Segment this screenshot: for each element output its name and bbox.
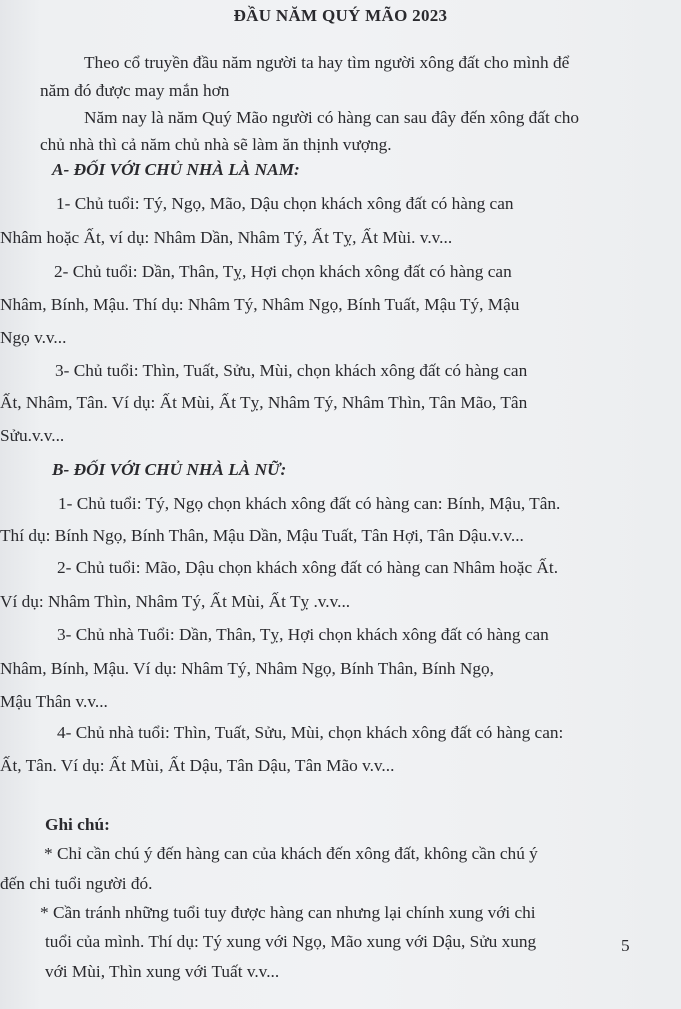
section-b-item: 2- Chủ tuổi: Mão, Dậu chọn khách xông đất có hàng can Nhâm hoặc Ất.: [57, 558, 559, 577]
section-a-item: Nhâm hoặc Ất, ví dụ: Nhâm Dần, Nhâm Tý, Ất Tỵ, Ất Mùi. v.v...: [0, 228, 453, 247]
section-b-item: 4- Chủ nhà tuổi: Thìn, Tuất, Sửu, Mùi, chọn khách xông đất có hàng can:: [57, 723, 564, 742]
note-item: đến chi tuổi người đó.: [0, 874, 153, 893]
notes-heading: Ghi chú:: [45, 815, 110, 834]
section-b-item: Ví dụ: Nhâm Thìn, Nhâm Tý, Ất Mùi, Ất Tỵ .v.v...: [0, 592, 351, 611]
section-b-item: Mậu Thân v.v...: [0, 692, 108, 711]
section-a-item: Sửu.v.v...: [0, 426, 65, 445]
section-a-item: Nhâm, Bính, Mậu. Thí dụ: Nhâm Tý, Nhâm Ngọ, Bính Tuất, Mậu Tý, Mậu: [0, 295, 520, 314]
section-b-item: Ất, Tân. Ví dụ: Ất Mùi, Ất Dậu, Tân Dậu, Tân Mão v.v...: [0, 756, 395, 775]
section-b-item: 3- Chủ nhà Tuổi: Dần, Thân, Tỵ, Hợi chọn khách xông đất có hàng can: [57, 625, 549, 644]
intro-line: chủ nhà thì cả năm chủ nhà sẽ làm ăn thịnh vượng.: [40, 135, 392, 154]
note-item: tuổi của mình. Thí dụ: Tý xung với Ngọ, Mão xung với Dậu, Sửu xung: [45, 932, 537, 951]
page-number: 5: [621, 936, 630, 955]
intro-line: Năm nay là năm Quý Mão người có hàng can sau đây đến xông đất cho: [84, 108, 580, 127]
section-a-item: Ngọ v.v...: [0, 328, 67, 347]
section-b-heading: B- ĐỐI VỚI CHỦ NHÀ LÀ NỮ:: [52, 460, 287, 479]
section-b-item: Thí dụ: Bính Ngọ, Bính Thân, Mậu Dần, Mậu Tuất, Tân Hợi, Tân Dậu.v.v...: [0, 526, 524, 545]
section-a-heading: A- ĐỐI VỚI CHỦ NHÀ LÀ NAM:: [52, 160, 300, 179]
section-a-item: 2- Chủ tuổi: Dần, Thân, Tỵ, Hợi chọn khách xông đất có hàng can: [54, 262, 512, 281]
section-b-item: 1- Chủ tuổi: Tý, Ngọ chọn khách xông đất có hàng can: Bính, Mậu, Tân.: [58, 494, 561, 513]
note-item: với Mùi, Thìn xung với Tuất v.v...: [45, 962, 280, 981]
section-b-item: Nhâm, Bính, Mậu. Ví dụ: Nhâm Tý, Nhâm Ngọ, Bính Thân, Bính Ngọ,: [0, 659, 494, 678]
section-a-item: 1- Chủ tuổi: Tý, Ngọ, Mão, Dậu chọn khách xông đất có hàng can: [56, 194, 514, 213]
intro-line: năm đó được may mắn hơn: [40, 81, 230, 100]
section-a-item: Ất, Nhâm, Tân. Ví dụ: Ất Mùi, Ất Tỵ, Nhâm Tý, Nhâm Thìn, Tân Mão, Tân: [0, 393, 528, 412]
intro-line: Theo cổ truyền đầu năm người ta hay tìm người xông đất cho mình để: [84, 53, 570, 72]
section-a-item: 3- Chủ tuổi: Thìn, Tuất, Sửu, Mùi, chọn khách xông đất có hàng can: [55, 361, 528, 380]
page-title: ĐẦU NĂM QUÝ MÃO 2023: [233, 6, 448, 25]
note-item: * Cần tránh những tuổi tuy được hàng can nhưng lại chính xung với chi: [40, 903, 536, 922]
note-item: * Chỉ cần chú ý đến hàng can của khách đến xông đất, không cần chú ý: [44, 844, 538, 863]
